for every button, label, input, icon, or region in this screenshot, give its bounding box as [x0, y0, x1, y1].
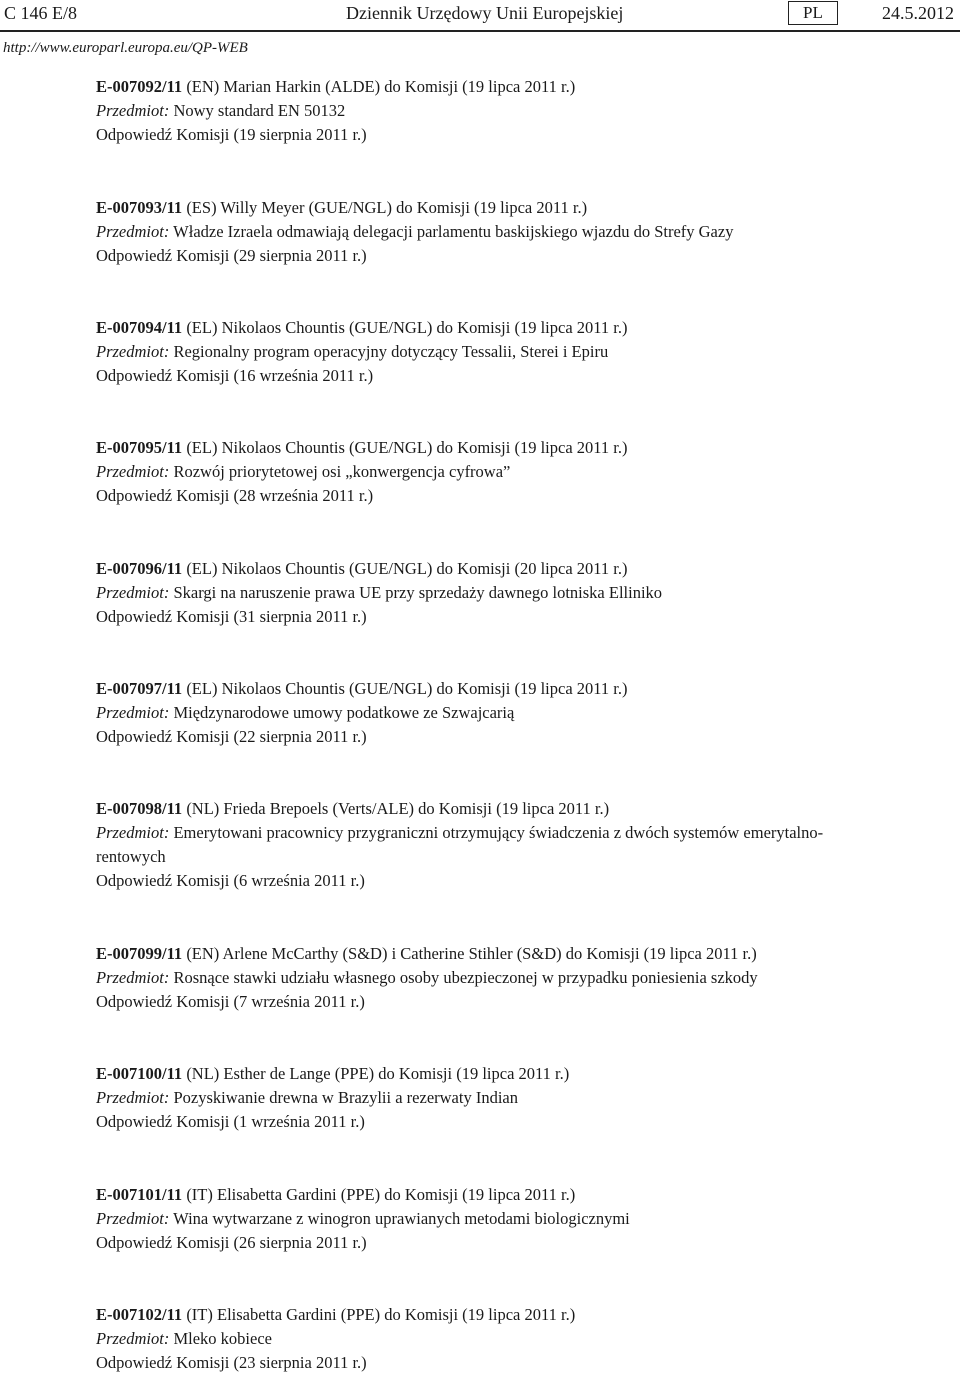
question-author: (NL) Esther de Lange (PPE) do Komisji (19 lipca 2011 r.): [186, 1064, 570, 1083]
question-subject: [96, 701, 856, 725]
question-id: E-007101/11: [96, 1185, 183, 1204]
question-id: E-007099/11: [96, 944, 183, 963]
question-author: (EL) Nikolaos Chountis (GUE/NGL) do Komisji (20 lipca 2011 r.): [186, 559, 628, 578]
question-entry: [96, 677, 856, 749]
publication-date: 24.5.2012: [882, 3, 954, 23]
question-subject: [96, 1327, 856, 1351]
question-header: [96, 316, 856, 340]
question-id: E-007094/11: [96, 318, 183, 337]
question-header: [96, 1183, 856, 1207]
subject-text: Władze Izraela odmawiają delegacji parlamentu baskijskiego wjazdu do Strefy Gazy: [173, 222, 734, 241]
question-id: E-007100/11: [96, 1064, 183, 1083]
commission-answer: Odpowiedź Komisji (19 sierpnia 2011 r.): [96, 125, 367, 144]
question-entry: [96, 196, 856, 268]
commission-answer: Odpowiedź Komisji (6 września 2011 r.): [96, 871, 365, 890]
question-header: [96, 436, 856, 460]
question-entry: [96, 75, 856, 147]
question-subject: [96, 460, 856, 484]
subject-text: Mleko kobiece: [173, 1329, 272, 1348]
question-entry: [96, 316, 856, 388]
question-subject: [96, 340, 856, 364]
subject-label: Przedmiot:: [96, 1329, 170, 1348]
question-entry: [96, 1062, 856, 1134]
question-entry: [96, 557, 856, 629]
language-badge: PL: [788, 1, 838, 25]
question-entry: [96, 1303, 856, 1375]
question-id: E-007097/11: [96, 679, 183, 698]
commission-answer: Odpowiedź Komisji (31 sierpnia 2011 r.): [96, 607, 367, 626]
question-subject: [96, 581, 856, 605]
question-author: (ES) Willy Meyer (GUE/NGL) do Komisji (19 lipca 2011 r.): [186, 198, 588, 217]
page-header: [0, 0, 960, 32]
subject-text: Wina wytwarzane z winogron uprawianych metodami biologicznymi: [173, 1209, 630, 1228]
subject-label: Przedmiot:: [96, 703, 170, 722]
journal-title: Dziennik Urzędowy Unii Europejskiej: [346, 3, 624, 23]
question-entry: [96, 797, 856, 893]
question-subject: [96, 966, 856, 990]
question-author: (EL) Nikolaos Chountis (GUE/NGL) do Komisji (19 lipca 2011 r.): [186, 318, 628, 337]
commission-answer: Odpowiedź Komisji (22 sierpnia 2011 r.): [96, 727, 367, 746]
subject-text: Regionalny program operacyjny dotyczący Tessalii, Sterei i Epiru: [173, 342, 609, 361]
question-header: [96, 196, 856, 220]
subject-label: Przedmiot:: [96, 462, 170, 481]
question-entry: [96, 942, 856, 1014]
subject-label: Przedmiot:: [96, 968, 170, 987]
source-url[interactable]: http://www.europarl.europa.eu/QP-WEB: [3, 40, 248, 56]
question-header: [96, 75, 856, 99]
subject-text: Skargi na naruszenie prawa UE przy sprzedaży dawnego lotniska Elliniko: [173, 583, 663, 602]
question-id: E-007095/11: [96, 438, 183, 457]
question-author: (EN) Arlene McCarthy (S&D) i Catherine Stihler (S&D) do Komisji (19 lipca 2011 r.): [186, 944, 757, 963]
commission-answer: Odpowiedź Komisji (7 września 2011 r.): [96, 992, 365, 1011]
question-id: E-007096/11: [96, 559, 183, 578]
question-subject: [96, 1086, 856, 1110]
question-header: [96, 797, 856, 821]
subject-label: Przedmiot:: [96, 823, 170, 842]
commission-answer: Odpowiedź Komisji (26 sierpnia 2011 r.): [96, 1233, 367, 1252]
subject-label: Przedmiot:: [96, 101, 170, 120]
commission-answer: Odpowiedź Komisji (28 września 2011 r.): [96, 486, 374, 505]
question-author: (EL) Nikolaos Chountis (GUE/NGL) do Komisji (19 lipca 2011 r.): [186, 679, 628, 698]
question-header: [96, 1303, 856, 1327]
question-author: (IT) Elisabetta Gardini (PPE) do Komisji (19 lipca 2011 r.): [186, 1185, 576, 1204]
question-header: [96, 677, 856, 701]
question-author: (EL) Nikolaos Chountis (GUE/NGL) do Komisji (19 lipca 2011 r.): [186, 438, 628, 457]
question-subject: [96, 99, 856, 123]
question-header: [96, 1062, 856, 1086]
question-author: (IT) Elisabetta Gardini (PPE) do Komisji (19 lipca 2011 r.): [186, 1305, 576, 1324]
question-author: (EN) Marian Harkin (ALDE) do Komisji (19 lipca 2011 r.): [186, 77, 576, 96]
subject-text: Rosnące stawki udziału własnego osoby ubezpieczonej w przypadku poniesienia szkody: [173, 968, 758, 987]
subject-label: Przedmiot:: [96, 583, 170, 602]
subject-label: Przedmiot:: [96, 1088, 170, 1107]
question-header: [96, 942, 856, 966]
subject-label: Przedmiot:: [96, 222, 170, 241]
question-subject: [96, 1207, 856, 1231]
commission-answer: Odpowiedź Komisji (16 września 2011 r.): [96, 366, 374, 385]
subject-text: Emerytowani pracownicy przygraniczni otrzymujący świadczenia z dwóch systemów emerytalno-rentowych: [96, 823, 824, 866]
commission-answer: Odpowiedź Komisji (1 września 2011 r.): [96, 1112, 365, 1131]
question-id: E-007093/11: [96, 198, 183, 217]
question-author: (NL) Frieda Brepoels (Verts/ALE) do Komisji (19 lipca 2011 r.): [186, 799, 610, 818]
subject-text: Rozwój priorytetowej osi „konwergencja cyfrowa”: [173, 462, 511, 481]
commission-answer: Odpowiedź Komisji (29 sierpnia 2011 r.): [96, 246, 367, 265]
question-id: E-007098/11: [96, 799, 183, 818]
question-subject: [96, 220, 856, 244]
subject-label: Przedmiot:: [96, 1209, 170, 1228]
commission-answer: Odpowiedź Komisji (23 sierpnia 2011 r.): [96, 1353, 367, 1372]
page-reference: C 146 E/8: [4, 3, 78, 23]
subject-label: Przedmiot:: [96, 342, 170, 361]
subject-text: Pozyskiwanie drewna w Brazylii a rezerwaty Indian: [173, 1088, 518, 1107]
question-header: [96, 557, 856, 581]
question-entry: [96, 1183, 856, 1255]
subject-text: Nowy standard EN 50132: [173, 101, 346, 120]
question-id: E-007102/11: [96, 1305, 183, 1324]
question-id: E-007092/11: [96, 77, 183, 96]
question-entry: [96, 436, 856, 508]
subject-text: Międzynarodowe umowy podatkowe ze Szwajcarią: [173, 703, 515, 722]
question-subject: [96, 821, 856, 869]
